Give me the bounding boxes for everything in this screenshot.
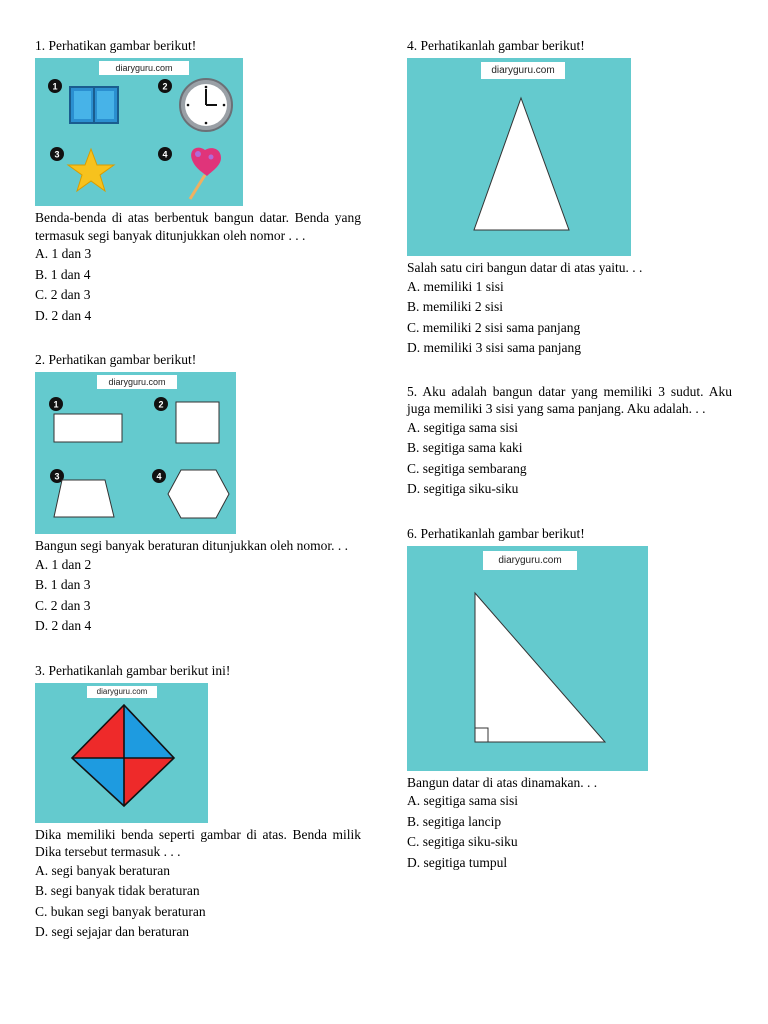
option-d[interactable]: D. segi sejajar dan beraturan — [35, 924, 190, 939]
option-c[interactable]: C. segitiga siku-siku — [407, 834, 518, 849]
answer-options — [35, 244, 361, 326]
question-title: 6. Perhatikanlah gambar berikut! — [407, 525, 585, 541]
question-3 — [35, 661, 361, 943]
rectangle-shape — [54, 414, 122, 442]
square-shape — [176, 402, 219, 443]
star-icon — [68, 149, 114, 191]
question-6-figure — [407, 546, 648, 771]
option-a[interactable]: A. 1 dan 2 — [35, 556, 92, 572]
question-2 — [35, 350, 361, 637]
right-triangle-shape — [475, 593, 605, 742]
number-badge-4 — [158, 147, 172, 161]
option-a[interactable]: A. 1 dan 3 — [35, 246, 92, 261]
clock-icon — [180, 79, 232, 131]
watermark: diaryguru.com — [97, 375, 177, 389]
question-5 — [407, 383, 732, 500]
number-badge-3 — [50, 147, 64, 161]
watermark: diaryguru.com — [87, 686, 157, 698]
option-d[interactable]: D. memiliki 3 sisi sama panjang — [407, 340, 581, 355]
number-badge-2 — [158, 79, 172, 93]
option-d[interactable]: D. segitiga siku-siku — [407, 481, 519, 496]
svg-text:3: 3 — [54, 471, 60, 482]
answer-options — [407, 418, 732, 500]
option-c[interactable]: C. bukan segi banyak beraturan — [35, 903, 206, 919]
kite-shape — [72, 705, 174, 806]
question-title: 1. Perhatikan gambar berikut! — [35, 38, 197, 53]
answer-options — [35, 555, 361, 637]
question-title: 4. Perhatikanlah gambar berikut! — [407, 38, 585, 53]
option-b[interactable]: B. segi banyak tidak beraturan — [35, 883, 200, 898]
window-icon — [70, 87, 118, 123]
option-c[interactable]: C. memiliki 2 sisi sama panjang — [407, 319, 581, 335]
option-b[interactable]: B. segitiga sama kaki — [407, 440, 523, 455]
svg-text:2: 2 — [158, 399, 164, 410]
option-a[interactable]: A. segi banyak beraturan — [35, 862, 170, 878]
number-badge-1 — [49, 397, 63, 411]
option-b[interactable]: B. 1 dan 3 — [35, 577, 91, 592]
svg-text:1: 1 — [53, 399, 59, 410]
answer-options — [407, 277, 732, 359]
option-b[interactable]: B. segitiga lancip — [407, 813, 502, 829]
question-stem: Salah satu ciri bangun datar di atas yaitu. . . — [407, 260, 643, 275]
left-column — [35, 36, 361, 967]
watermark: diaryguru.com — [483, 551, 577, 570]
question-3-figure — [35, 683, 208, 823]
answer-options — [407, 791, 732, 873]
question-2-figure — [35, 372, 236, 534]
option-a[interactable]: A. memiliki 1 sisi — [407, 278, 504, 294]
option-d[interactable]: D. segitiga tumpul — [407, 854, 508, 870]
question-stem: Dika memiliki benda seperti gambar di atas. Benda milik Dika tersebut termasuk . . . — [35, 826, 361, 859]
lollipop-icon — [190, 148, 221, 199]
hexagon-shape — [168, 470, 229, 518]
option-c[interactable]: C. 2 dan 3 — [35, 287, 91, 302]
question-stem: 5. Aku adalah bangun datar yang memiliki 3 sudut. Aku juga memiliki 3 sisi yang sama panjang. Aku adalah. . . — [407, 383, 732, 416]
watermark: diaryguru.com — [99, 61, 189, 75]
svg-text:2: 2 — [162, 81, 168, 92]
trapezoid-shape — [54, 480, 114, 517]
question-title: 2. Perhatikan gambar berikut! — [35, 352, 197, 367]
question-1 — [35, 36, 361, 326]
option-b[interactable]: B. 1 dan 4 — [35, 266, 91, 282]
option-d[interactable]: D. 2 dan 4 — [35, 618, 92, 633]
question-1-figure — [35, 58, 243, 206]
isosceles-triangle-shape — [474, 98, 569, 230]
option-c[interactable]: C. segitiga sembarang — [407, 460, 527, 476]
answer-options — [35, 861, 361, 943]
svg-text:3: 3 — [54, 149, 60, 160]
svg-text:4: 4 — [162, 149, 168, 160]
svg-text:4: 4 — [156, 471, 162, 482]
option-c[interactable]: C. 2 dan 3 — [35, 597, 91, 613]
number-badge-4 — [152, 469, 166, 483]
watermark: diaryguru.com — [481, 62, 565, 79]
question-stem: Benda-benda di atas berbentuk bangun datar. Benda yang termasuk segi banyak ditunjukkan oleh nomor . . . — [35, 210, 361, 243]
option-a[interactable]: A. segitiga sama sisi — [407, 419, 518, 435]
option-a[interactable]: A. segitiga sama sisi — [407, 793, 518, 808]
right-column — [407, 36, 732, 897]
option-b[interactable]: B. memiliki 2 sisi — [407, 299, 504, 314]
option-d[interactable]: D. 2 dan 4 — [35, 307, 92, 323]
question-6 — [407, 524, 732, 874]
svg-text:1: 1 — [52, 81, 58, 92]
question-title: 3. Perhatikanlah gambar berikut ini! — [35, 662, 231, 678]
question-4 — [407, 36, 732, 359]
question-stem: Bangun segi banyak beraturan ditunjukkan oleh nomor. . . — [35, 538, 349, 553]
number-badge-1 — [48, 79, 62, 93]
number-badge-2 — [154, 397, 168, 411]
question-4-figure — [407, 58, 631, 256]
question-stem: Bangun datar di atas dinamakan. . . — [407, 774, 598, 790]
